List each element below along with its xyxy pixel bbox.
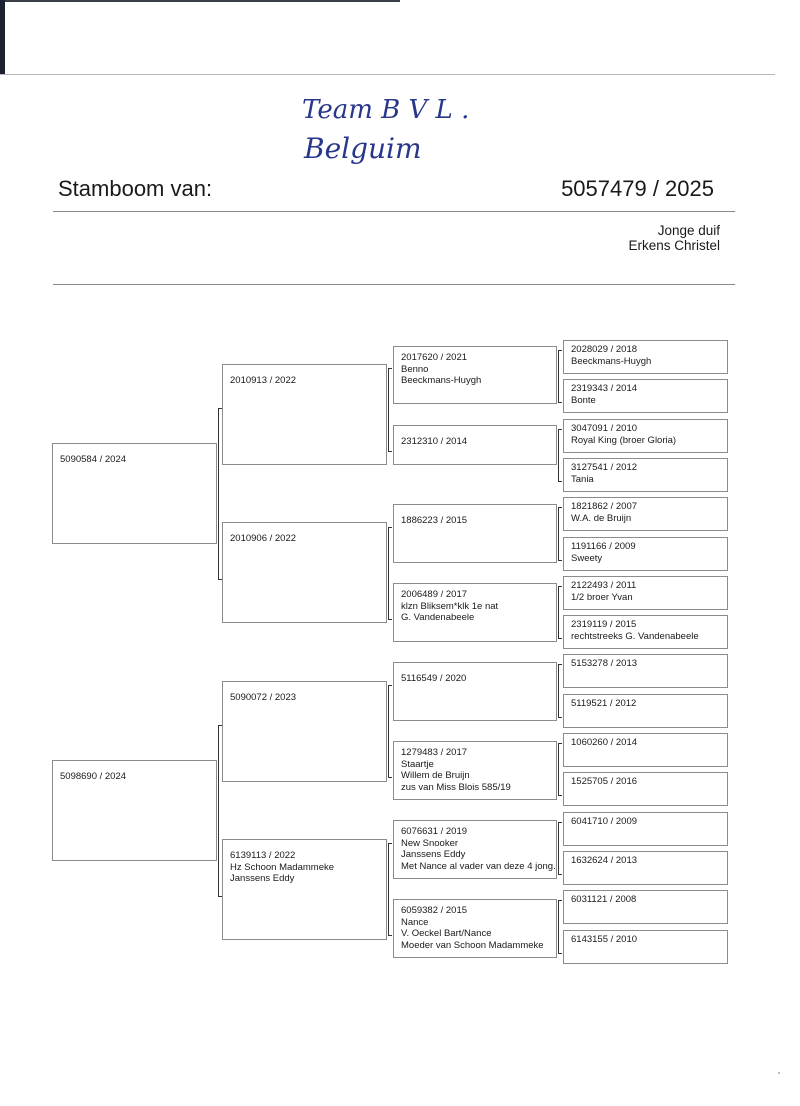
- scan-edge: [0, 0, 5, 74]
- ring-number: 2010906 / 2022: [230, 533, 297, 544]
- ring-number: 5090584 / 2024: [60, 454, 127, 465]
- pedigree-box-gen4: [563, 851, 728, 885]
- bird-owner: Erkens Christel: [628, 238, 720, 253]
- bird-note: Janssens Eddy: [230, 873, 295, 884]
- bird-note: Tania: [571, 473, 594, 485]
- pedigree-box-gen3: [393, 741, 557, 800]
- pedigree-box-gen1: [52, 760, 217, 861]
- ring-number: 6139113 / 2022: [230, 850, 296, 861]
- pedigree-box-gen4: [563, 930, 728, 964]
- ring-number: 5119521 / 2012: [571, 698, 637, 709]
- pedigree-box-gen2: [222, 522, 387, 623]
- ring-number: 2028029 / 2018: [571, 344, 638, 355]
- pedigree-box-gen4: [563, 733, 728, 767]
- main-ring-number: 5057479 / 2025: [561, 176, 714, 201]
- ring-number: 5153278 / 2013: [571, 658, 638, 669]
- connector-bracket: [558, 822, 562, 875]
- connector-bracket: [388, 843, 392, 936]
- pedigree-box-gen3: [393, 425, 557, 465]
- ring-number: 1060260 / 2014: [571, 737, 638, 748]
- pedigree-box-gen4: [563, 576, 728, 610]
- pedigree-box-gen4: [563, 340, 728, 374]
- ring-number: 2319343 / 2014: [571, 383, 638, 394]
- ring-number: 6031121 / 2008: [571, 894, 637, 905]
- bird-note: Sweety: [571, 552, 603, 564]
- header-divider-bottom: [53, 284, 735, 285]
- connector-bracket: [388, 685, 392, 778]
- ring-number: 2122493 / 2011: [571, 580, 637, 591]
- bird-note: Moeder van Schoon Madammeke: [401, 939, 544, 951]
- pedigree-box-gen4: [563, 379, 728, 413]
- pedigree-box-gen2: [222, 839, 387, 940]
- header-divider: [53, 211, 735, 212]
- handwritten-line-1: Team B V L .: [302, 95, 470, 125]
- pedigree-box-gen4: [563, 654, 728, 688]
- pedigree-box-gen4: [563, 615, 728, 649]
- ring-number: 1821862 / 2007: [571, 501, 638, 512]
- connector-bracket: [558, 507, 562, 561]
- ring-number: 5116549 / 2020: [401, 673, 467, 684]
- connector-bracket: [558, 900, 562, 954]
- pedigree-box-gen1: [52, 443, 217, 544]
- ring-number: 3047091 / 2010: [571, 423, 638, 434]
- connector-bracket: [558, 429, 562, 482]
- ring-number: 6143155 / 2010: [571, 934, 638, 945]
- bird-note: G. Vandenabeele: [401, 612, 475, 623]
- bird-note: Hz Schoon Madammeke: [230, 861, 335, 873]
- ring-number: 1632624 / 2013: [571, 855, 638, 866]
- bird-note: zus van Miss Blois 585/19: [401, 781, 511, 793]
- pedigree-box-gen4: [563, 890, 728, 924]
- pedigree-box-gen4: [563, 458, 728, 492]
- ring-number: 3127541 / 2012: [571, 462, 638, 473]
- ring-number: 2010913 / 2022: [230, 375, 297, 386]
- pedigree-box-gen3: [393, 820, 557, 879]
- bird-note: Janssens Eddy: [401, 849, 466, 860]
- bird-note: Nance: [401, 916, 429, 928]
- bird-note: Royal King (broer Gloria): [571, 434, 677, 446]
- connector-bracket: [388, 527, 392, 620]
- ring-number: 2006489 / 2017: [401, 589, 468, 600]
- connector-bracket: [388, 368, 392, 452]
- bird-note: Beeckmans-Huygh: [401, 375, 482, 386]
- bird-note: 1/2 broer Yvan: [571, 591, 633, 603]
- handwritten-note: [290, 86, 550, 176]
- ring-number: 6076631 / 2019: [401, 826, 468, 837]
- pedigree-box-gen2: [222, 364, 387, 465]
- bird-note: rechtstreeks G. Vandenabeele: [571, 630, 699, 642]
- bird-note: Met Nance al vader van deze 4 jong.: [401, 860, 556, 872]
- ring-number: 1191166 / 2009: [571, 541, 636, 552]
- bird-note: Beeckmans-Huygh: [571, 355, 652, 367]
- bird-note: Benno: [401, 363, 429, 375]
- ring-number: 6041710 / 2009: [571, 816, 638, 827]
- bird-info: [628, 223, 720, 253]
- pedigree-box-gen3: [393, 583, 557, 642]
- connector-bracket: [558, 350, 562, 403]
- ring-number: 2319119 / 2015: [571, 619, 637, 630]
- handwritten-line-2: Belguim: [304, 132, 422, 165]
- connector-bracket: [558, 586, 562, 639]
- bird-note: New Snooker: [401, 837, 459, 849]
- pedigree-box-gen4: [563, 419, 728, 453]
- scan-edge-top: [5, 0, 400, 2]
- pedigree-box-gen4: [563, 694, 728, 728]
- pedigree-box-gen4: [563, 537, 728, 571]
- pedigree-box-gen3: [393, 346, 557, 404]
- ring-number: 6059382 / 2015: [401, 905, 468, 916]
- bird-note: W.A. de Bruijn: [571, 512, 632, 524]
- bird-note: klzn Bliksem*klk 1e nat: [401, 600, 499, 612]
- bird-note: Bonte: [571, 394, 596, 406]
- ring-number: 2312310 / 2014: [401, 436, 468, 447]
- connector-bracket: [558, 664, 562, 718]
- ring-number: 1279483 / 2017: [401, 747, 468, 758]
- bird-note: Staartje: [401, 758, 434, 770]
- page-edge-line: [0, 74, 775, 75]
- pedigree-box-gen3: [393, 662, 557, 721]
- pedigree-box-gen4: [563, 772, 728, 806]
- connector-bracket: [218, 408, 222, 580]
- pedigree-box-gen3: [393, 899, 557, 958]
- pedigree-box-gen4: [563, 497, 728, 531]
- pedigree-box-gen2: [222, 681, 387, 782]
- ring-number: 5090072 / 2023: [230, 692, 297, 703]
- bird-note: V. Oeckel Bart/Nance: [401, 928, 492, 939]
- pedigree-box-gen3: [393, 504, 557, 563]
- bird-note: Willem de Bruijn: [401, 770, 470, 781]
- scan-speck: [778, 1072, 780, 1074]
- ring-number: 2017620 / 2021: [401, 352, 468, 363]
- page-title: Stamboom van:: [58, 176, 213, 201]
- connector-bracket: [218, 725, 222, 897]
- bird-category: Jonge duif: [657, 223, 720, 238]
- pedigree-box-gen4: [563, 812, 728, 846]
- ring-number: 1525705 / 2016: [571, 776, 638, 787]
- connector-bracket: [558, 743, 562, 796]
- ring-number: 1886223 / 2015: [401, 515, 468, 526]
- ring-number: 5098690 / 2024: [60, 771, 127, 782]
